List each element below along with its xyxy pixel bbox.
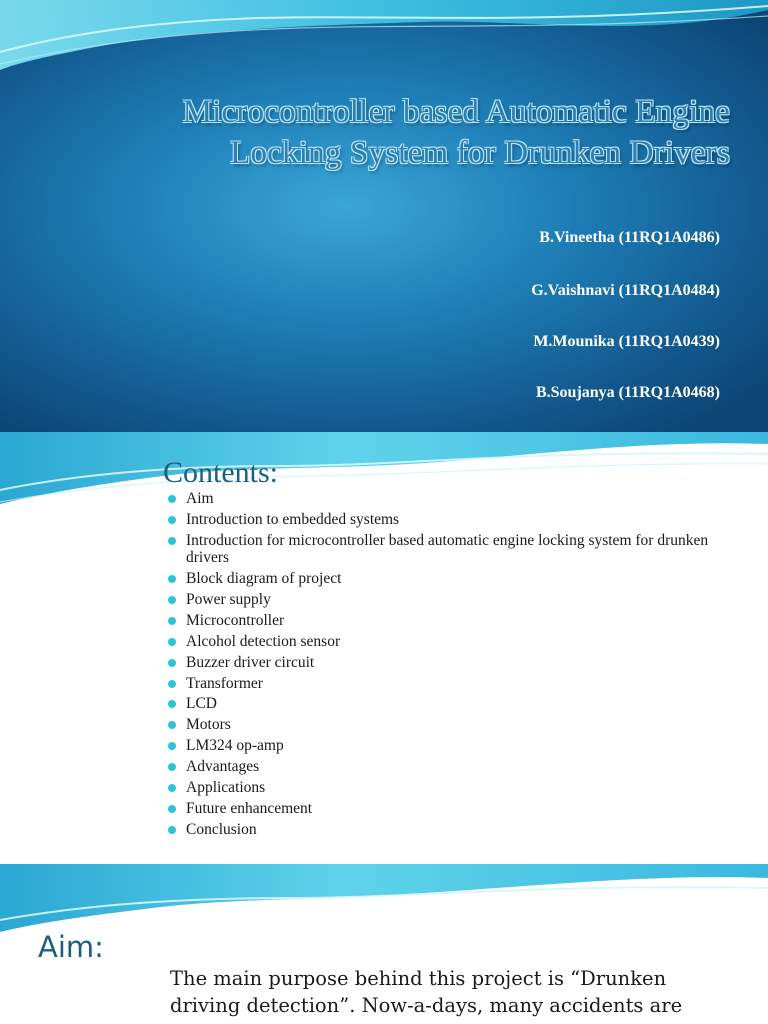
contents-item-label: Introduction for microcontroller based automatic engine locking system for drunken drivers — [186, 531, 709, 566]
contents-item — [168, 511, 738, 528]
title-slide — [0, 0, 768, 432]
contents-item-label: Alcohol detection sensor — [186, 632, 341, 650]
contents-item-label: Transformer — [186, 674, 263, 692]
contents-item-label: LM324 op-amp — [186, 737, 284, 755]
aim-heading: Aim: — [38, 930, 104, 964]
bullet-icon — [168, 721, 176, 729]
contents-heading: Contents: — [163, 456, 279, 489]
wave-decoration — [0, 0, 768, 432]
contents-item — [168, 490, 738, 507]
bullet-icon — [168, 638, 176, 646]
bullet-icon — [168, 495, 176, 503]
contents-item — [168, 612, 738, 629]
contents-item — [168, 758, 738, 775]
bullet-icon — [168, 617, 176, 625]
bullet-icon — [168, 575, 176, 583]
bullet-icon — [168, 784, 176, 792]
contents-item — [168, 633, 738, 650]
contents-item-label: Motors — [186, 716, 231, 734]
bullet-icon — [168, 742, 176, 750]
contents-item — [168, 737, 738, 754]
contents-item-label: Aim — [186, 490, 214, 507]
bullet-icon — [168, 659, 176, 667]
contents-item-label: Applications — [186, 779, 266, 797]
contents-item — [168, 570, 738, 587]
contents-list — [168, 490, 738, 842]
contents-item — [168, 779, 738, 796]
bullet-icon — [168, 763, 176, 771]
contents-item-label: LCD — [186, 695, 217, 713]
contents-item — [168, 821, 738, 838]
author-4: B.Soujanya (11RQ1A0468) — [535, 384, 720, 401]
contents-item-label: Advantages — [186, 758, 260, 776]
contents-item-label: Introduction to embedded systems — [186, 510, 400, 528]
contents-item — [168, 532, 738, 566]
contents-item — [168, 716, 738, 733]
aim-paragraph: The main purpose behind this project is “Drunken driving detection”. Now-a-days, many accidents are — [170, 967, 683, 1017]
contents-item-label: Block diagram of project — [186, 569, 342, 587]
contents-item-label: Conclusion — [186, 821, 257, 839]
presentation-title: Microcontroller based Automatic Engine Locking System for Drunken Drivers — [182, 94, 730, 171]
bullet-icon — [168, 680, 176, 688]
contents-item-label: Power supply — [186, 590, 271, 608]
contents-slide — [0, 432, 768, 864]
contents-item-label: Future enhancement — [186, 800, 313, 818]
contents-item — [168, 800, 738, 817]
bullet-icon — [168, 596, 176, 604]
contents-item — [168, 695, 738, 712]
author-2: G.Vaishnavi (11RQ1A0484) — [531, 282, 720, 299]
contents-item-label: Microcontroller — [186, 611, 285, 629]
bullet-icon — [168, 700, 176, 708]
contents-item — [168, 591, 738, 608]
contents-item — [168, 675, 738, 692]
author-3: M.Mounika (11RQ1A0439) — [533, 333, 720, 350]
bullet-icon — [168, 805, 176, 813]
contents-item-label: Buzzer driver circuit — [186, 653, 315, 671]
aim-slide — [0, 864, 768, 1024]
bullet-icon — [168, 516, 176, 524]
bullet-icon — [168, 826, 176, 834]
author-1: B.Vineetha (11RQ1A0486) — [539, 229, 720, 246]
wave-decoration — [0, 864, 768, 944]
contents-item — [168, 654, 738, 671]
bullet-icon — [168, 537, 176, 545]
